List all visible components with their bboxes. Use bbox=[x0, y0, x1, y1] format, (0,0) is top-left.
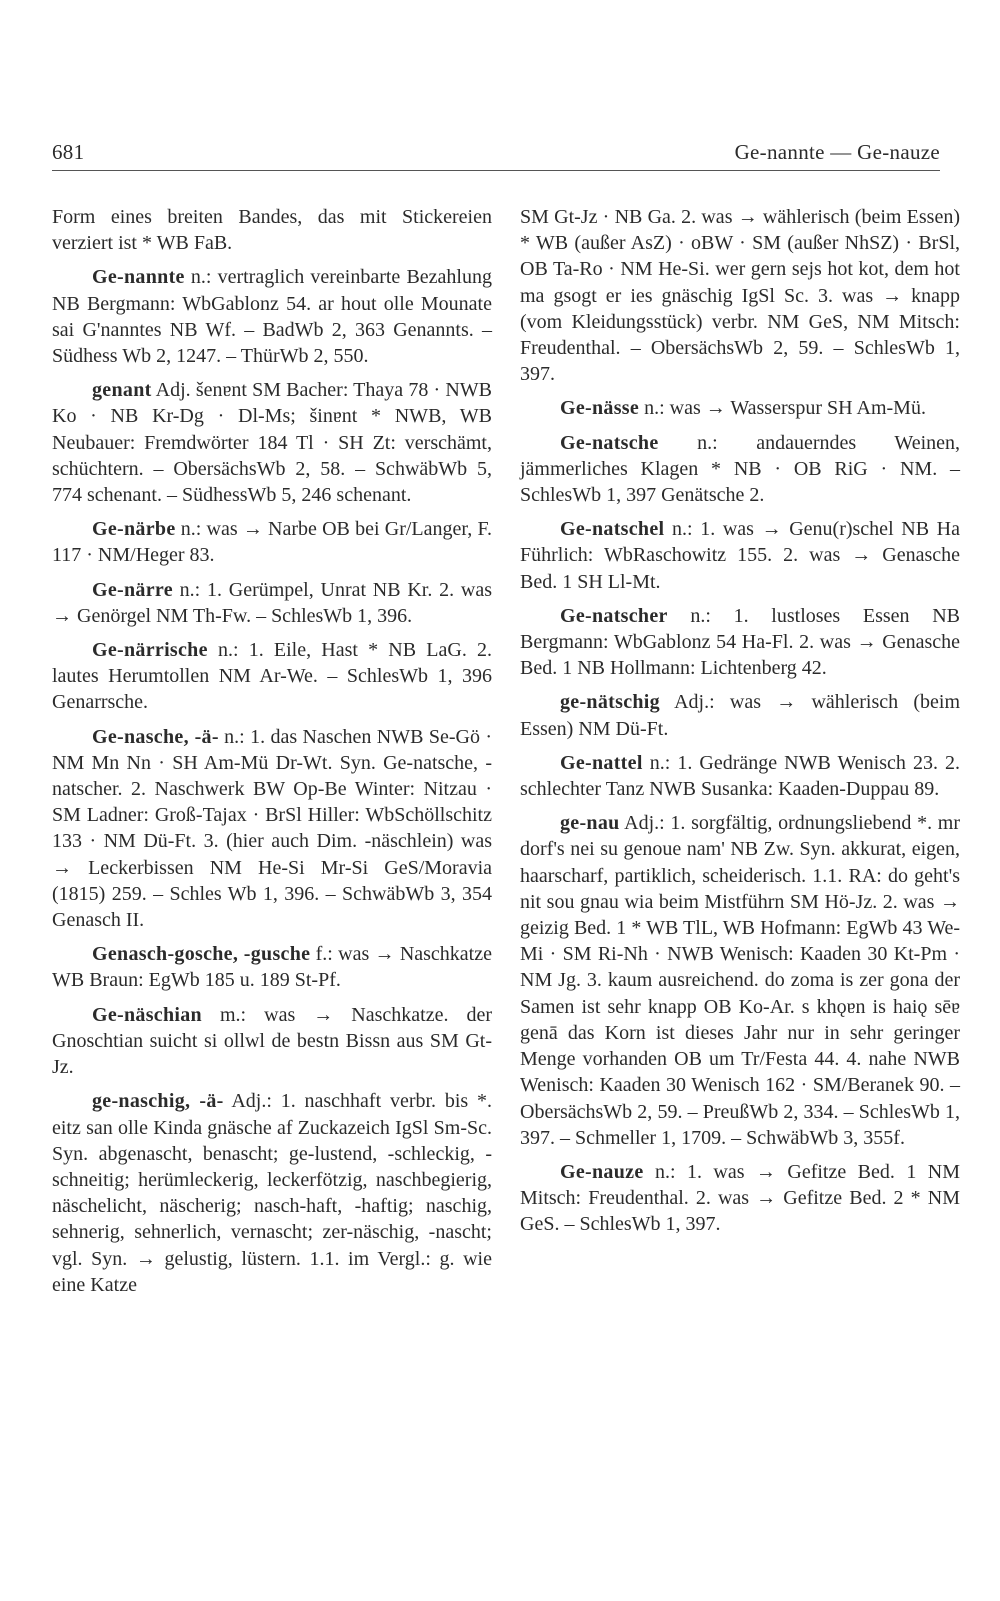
running-head: Ge-nannte — Ge-nauze bbox=[734, 140, 940, 164]
entry-text: f.: was → Naschkatze WB Braun: EgWb 185 u. 189 St-Pf. bbox=[52, 943, 492, 992]
dictionary-entry bbox=[520, 204, 960, 387]
entry-text: n.: 1. was → Genu(r)schel NB Ha Führlich: WbRaschowitz 155. 2. was → Genasche Bed. 1 SH Ll-Mt. bbox=[520, 518, 960, 593]
dictionary-entry bbox=[52, 577, 492, 629]
entry-headword: ge-naschig, -ä- bbox=[92, 1090, 224, 1113]
left-column bbox=[52, 204, 492, 1306]
right-column bbox=[520, 204, 960, 1246]
dictionary-entry bbox=[52, 377, 492, 508]
entry-headword: Ge-natscher bbox=[560, 604, 668, 627]
entry-text: n.: 1. Gerümpel, Unrat NB Kr. 2. was → Genörgel NM Th-Fw. – SchlesWb 1, 396. bbox=[52, 578, 492, 627]
entry-text: n.: 1. Eile, Hast * NB LaG. 2. lautes Herumtollen NM Ar-We. – SchlesWb 1, 396 Genarrsche. bbox=[52, 639, 492, 714]
entry-headword: Ge-nattel bbox=[560, 751, 643, 774]
dictionary-entry bbox=[520, 430, 960, 509]
dictionary-entry bbox=[520, 603, 960, 682]
entry-text: SM Gt-Jz · NB Ga. 2. was → wählerisch (beim Essen) * WB (außer AsZ) · oBW · SM (außer NhSZ) · BrSl, OB Ta-Ro · NM He-Si. wer gern sejs hot kot, dem hot ma gsogt er ies gnäschig IgSl Sc. 3. was → knapp (vom Kleidungsstück) verbr. NM GeS, NM Mitsch: Freudenthal. – ObersächsWb 2, 59. – SchlesWb 1, 397. bbox=[520, 206, 960, 386]
entry-headword: ge-nätschig bbox=[560, 691, 660, 714]
dictionary-entry bbox=[520, 1159, 960, 1238]
entry-headword: Ge-näschian bbox=[92, 1003, 202, 1026]
entry-text: n.: 1. lustloses Essen NB Bergmann: WbGablonz 54 Ha-Fl. 2. was → Genasche Bed. 1 NB Hollmann: Lichtenberg 42. bbox=[520, 604, 960, 680]
entry-text: Adj.: was → wählerisch (beim Essen) NM Dü-Ft. bbox=[520, 691, 960, 740]
dictionary-entry bbox=[52, 1002, 492, 1081]
dictionary-entry bbox=[52, 204, 492, 256]
entry-headword: Ge-nasche, -ä- bbox=[92, 725, 219, 748]
dictionary-entry bbox=[520, 516, 960, 595]
dictionary-entry bbox=[520, 395, 960, 421]
dictionary-entry bbox=[520, 810, 960, 1151]
entry-text: n.: was → Wasserspur SH Am-Mü. bbox=[639, 397, 926, 420]
dictionary-entry bbox=[52, 1088, 492, 1298]
entry-headword: Ge-natsche bbox=[560, 431, 659, 454]
entry-headword: genant bbox=[92, 379, 152, 402]
entry-text: n.: vertraglich vereinbarte Bezahlung NB Bergmann: WbGablonz 54. ar hout olle Mounate sai G'nanntes NB Wf. – BadWb 2, 363 Genannts. – Südhess Wb 2, 1247. – ThürWb 2, 550. bbox=[52, 266, 492, 368]
entry-headword: Ge-natschel bbox=[560, 518, 665, 541]
entry-text: Adj. šenɐnt SM Bacher: Thaya 78 · NWB Ko · NB Kr-Dg · Dl-Ms; šinɐnt * NWB, WB Neubauer: Fremdwörter 184 Tl · SH Zt: verschämt, schüchtern. – ObersächsWb 2, 58. – SchwäbWb 5, 774 schenant. – SüdhessWb 5, 246 schenant. bbox=[52, 379, 492, 507]
entry-headword: Ge-närrische bbox=[92, 639, 208, 662]
entry-text: Adj.: 1. sorgfältig, ordnungsliebend *. mr dorf's nei su genoue nam' NB Zw. Syn. akkurat, eigen, haarscharf, partiklich, scheiderisch. 1.1. RA: do geht's nit sou gnau wia beim Mistführn SM Hö-Jz. 2. was → geizig Bed. 1 * WB TlL, WB Hofmann: EgWb 43 We-Mi · SM Ri-Nh · NWB Wenisch: Kaaden 30 Kt-Pm · NM Jg. 3. kaum ausreichend. do zoma is zer gona der Samen ist sehr knapp OB Ko-Ar. s khǫɐn is haiǫ sēɐ genā das Korn ist dieses Jahr nur in sehr geringer Menge vorhanden OB um Tr/Festa 44. 4. nahe NWB Wenisch: Kaaden 30 Wenisch 162 · SM/Beranek 90. – ObersächsWb 2, 59. – PreußWb 2, 334. – SchlesWb 1, 397. – Schmeller 1, 1709. – SchwäbWb 3, 355f. bbox=[520, 812, 960, 1149]
dictionary-entry bbox=[520, 750, 960, 802]
dictionary-entry bbox=[52, 516, 492, 568]
page-number: 681 bbox=[52, 140, 85, 164]
entry-text: n.: andauerndes Weinen, jämmerliches Klagen * NB · OB RiG · NM. – SchlesWb 1, 397 Genätsche 2. bbox=[520, 431, 960, 507]
entry-headword: Ge-nauze bbox=[560, 1160, 644, 1183]
dictionary-entry bbox=[52, 724, 492, 934]
entry-headword: Ge-nässe bbox=[560, 397, 640, 420]
entry-headword: Genasch-gosche, -gusche bbox=[92, 943, 311, 966]
entry-text: Adj.: 1. naschhaft verbr. bis *. eitz san olle Kinda gnäsche af Zuckazeich IgSl Sm-Sc. Syn. abgenascht, benascht; ge-lustend, -schleckig, -schneitig; herümleckerig, leckerfötzig, naschbegierig, näschelicht, näscherig; nasch-haft, -haftig; naschig, sehnerig, sehnerlich, vernascht; zer-näschig, -nascht; vgl. Syn. → gelustig, lüstern. 1.1. im Vergl.: g. wie eine Katze bbox=[52, 1090, 492, 1296]
entry-text: Form eines breiten Bandes, das mit Stickereien verziert ist * WB FaB. bbox=[52, 206, 492, 255]
entry-headword: Ge-nannte bbox=[92, 266, 185, 289]
entry-text: m.: was → Naschkatze. der Gnoschtian suicht si ollwl de bestn Bissn aus SM Gt-Jz. bbox=[52, 1003, 492, 1079]
entry-headword: Ge-närre bbox=[92, 578, 173, 601]
entry-text: n.: 1. das Naschen NWB Se-Gö · NM Mn Nn · SH Am-Mü Dr-Wt. Syn. Ge-natsche, -natscher. 2. Naschwerk BW Op-Be Winter: Nitzau · SM Ladner: Groß-Tajax · BrSl Hiller: WbSchöllschitz 133 · NM Dü-Ft. 3. (hier auch Dim. -näschlein) was → Leckerbissen NM He-Si Mr-Si GeS/Moravia (1815) 259. – Schles Wb 1, 396. – SchwäbWb 3, 354 Genasch II. bbox=[52, 725, 493, 932]
page-header bbox=[52, 136, 940, 171]
entry-text: n.: 1. was → Gefitze Bed. 1 NM Mitsch: Freudenthal. 2. was → Gefitze Bed. 2 * NM GeS. – SchlesWb 1, 397. bbox=[520, 1160, 960, 1236]
dictionary-entry bbox=[520, 689, 960, 741]
entry-headword: Ge-närbe bbox=[92, 518, 176, 541]
dictionary-entry bbox=[52, 264, 492, 369]
dictionary-entry bbox=[52, 941, 492, 993]
dictionary-entry bbox=[52, 637, 492, 716]
entry-text: n.: 1. Gedränge NWB Wenisch 23. 2. schlechter Tanz NWB Susanka: Kaaden-Duppau 89. bbox=[520, 751, 960, 801]
entry-headword: ge-nau bbox=[560, 812, 620, 835]
entry-text: n.: was → Narbe OB bei Gr/Langer, F. 117 · NM/Heger 83. bbox=[52, 518, 492, 567]
